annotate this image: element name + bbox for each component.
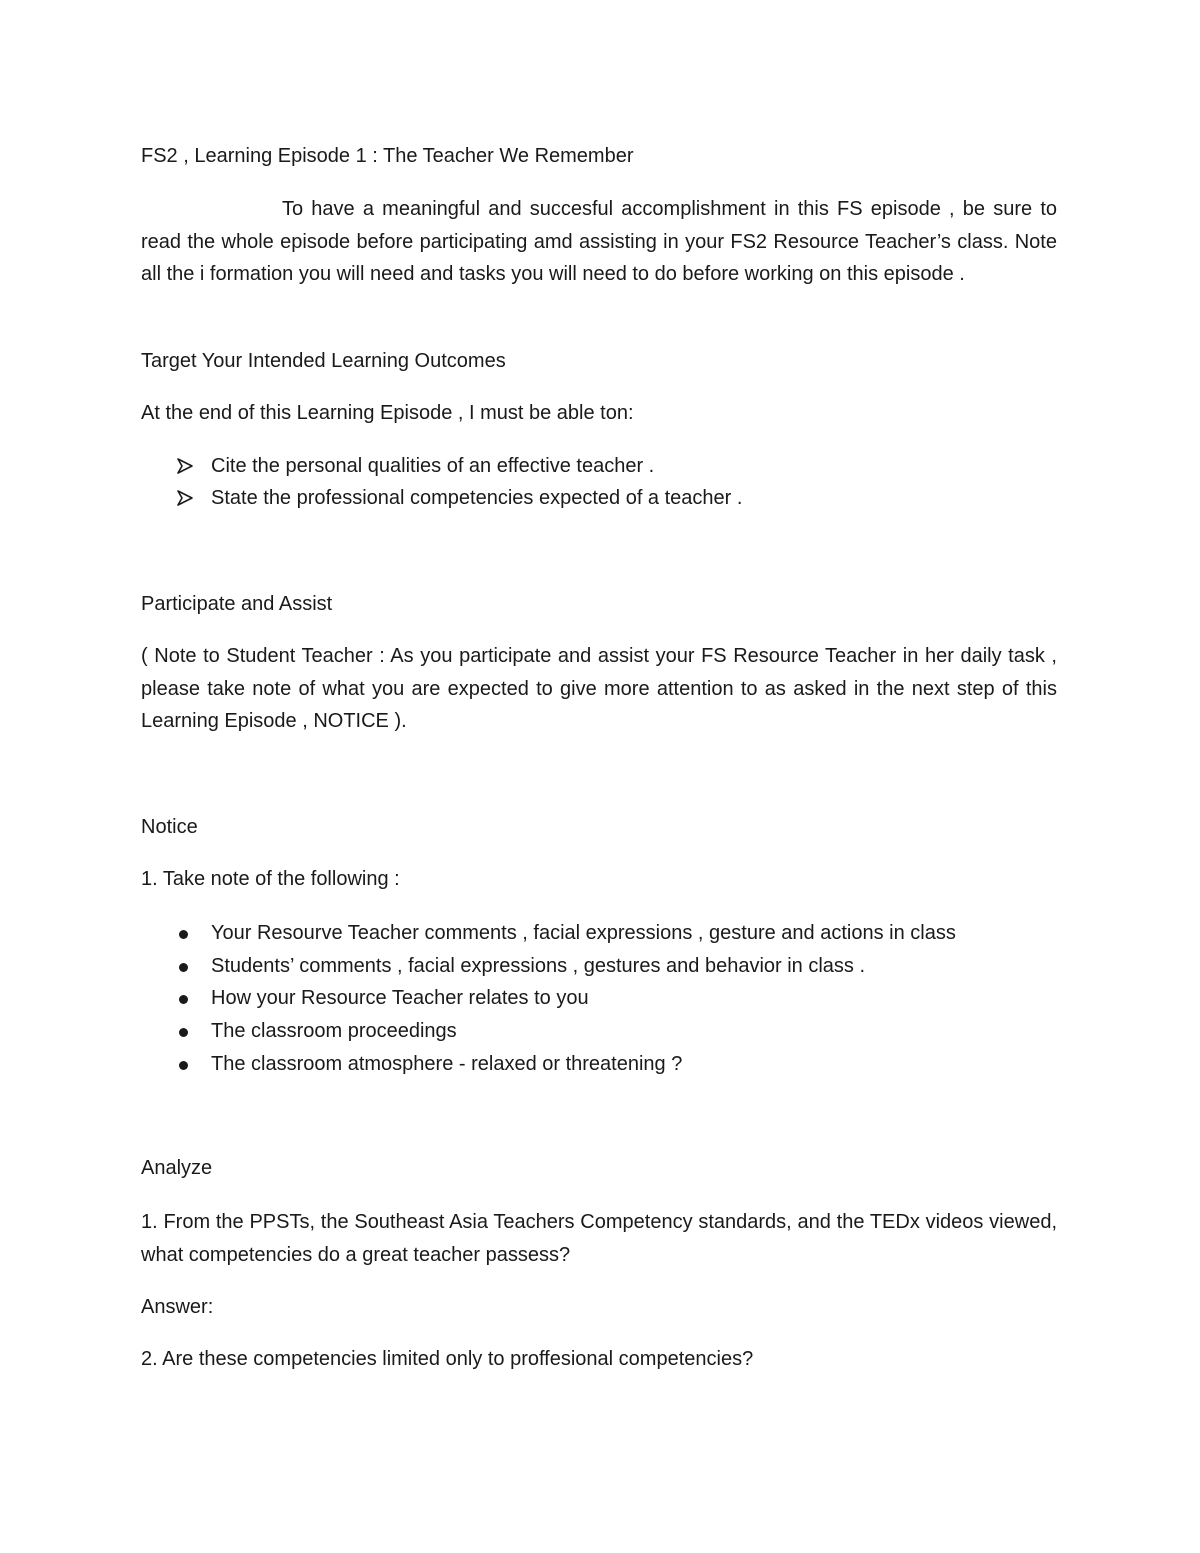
notice-item-text: Students’ comments , facial expressions , gestures and behavior in class .	[211, 955, 866, 977]
notice-lead: 1. Take note of the following :	[141, 868, 400, 890]
intro-paragraph: To have a meaningful and succesful accomplishment in this FS episode , be sure to read the whole episode before participating amd assisting in your FS2 Resource Teacher’s class. Note all the i formation you will need and tasks you will need to do before working on this episode .	[141, 198, 1057, 286]
outcome-item-text: State the professional competencies expected of a teacher .	[211, 487, 743, 509]
outcome-item	[141, 450, 1057, 483]
round-dot-bullet-icon	[176, 982, 196, 1015]
notice-item	[141, 950, 1057, 983]
arrowhead-bullet-icon	[176, 450, 196, 486]
target-outcomes-heading: Target Your Intended Learning Outcomes	[141, 350, 506, 372]
notice-item-text: How your Resource Teacher relates to you	[211, 987, 589, 1009]
outcome-item-text: Cite the personal qualities of an effective teacher .	[211, 455, 655, 477]
notice-heading: Notice	[141, 816, 198, 838]
analyze-question-2: 2. Are these competencies limited only to proffesional competencies?	[141, 1348, 754, 1370]
analyze-question-1: 1. From the PPSTs, the Southeast Asia Teachers Competency standards, and the TEDx videos viewed, what competencies do a great teacher passess?	[141, 1211, 1057, 1266]
notice-item	[141, 982, 1057, 1015]
round-dot-bullet-icon	[176, 950, 196, 983]
participate-heading: Participate and Assist	[141, 593, 333, 615]
arrowhead-bullet-icon	[176, 482, 196, 518]
document-title: FS2 , Learning Episode 1 : The Teacher We Remember	[141, 145, 634, 167]
notice-item	[141, 917, 1057, 950]
answer-label: Answer:	[141, 1296, 214, 1318]
notice-item-text: The classroom proceedings	[211, 1020, 457, 1042]
notice-item-text: The classroom atmosphere - relaxed or threatening ?	[211, 1053, 683, 1075]
participate-note: ( Note to Student Teacher : As you participate and assist your FS Resource Teacher in her daily task , please take note of what you are expected to give more attention to as asked in the next step of this Learning Episode , NOTICE ).	[141, 645, 1057, 733]
outcome-item	[141, 482, 1057, 515]
notice-item-text: Your Resourve Teacher comments , facial expressions , gesture and actions in class	[211, 922, 956, 944]
analyze-heading: Analyze	[141, 1157, 213, 1179]
notice-item	[141, 1015, 1057, 1048]
target-outcomes-lead: At the end of this Learning Episode , I must be able ton:	[141, 402, 634, 424]
round-dot-bullet-icon	[176, 1048, 196, 1081]
round-dot-bullet-icon	[176, 917, 196, 950]
round-dot-bullet-icon	[176, 1015, 196, 1048]
notice-item	[141, 1048, 1057, 1081]
